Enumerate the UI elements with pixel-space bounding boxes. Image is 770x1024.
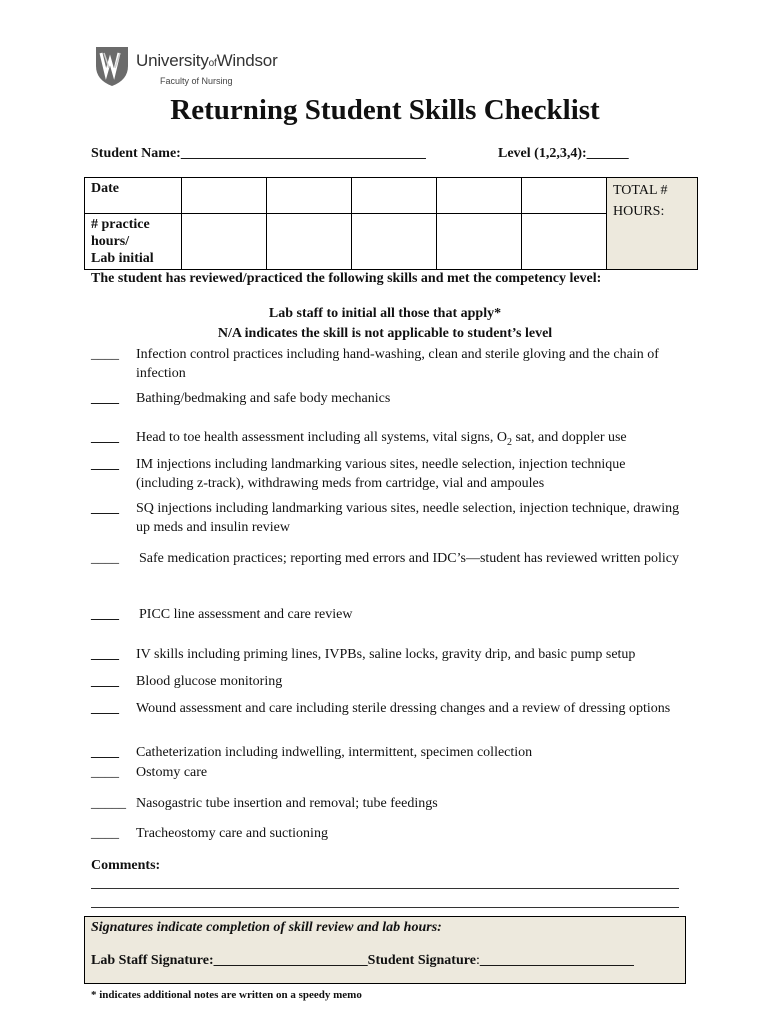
comments-line[interactable]	[91, 907, 679, 908]
skill-text: SQ injections including landmarking various sites, needle selection, injection technique, drawing up meds and insulin review	[136, 501, 680, 535]
level-field[interactable]: Level (1,2,3,4):______	[498, 146, 629, 161]
date-cell[interactable]	[437, 178, 522, 214]
page-title: Returning Student Skills Checklist	[170, 94, 600, 126]
date-cell[interactable]	[267, 178, 352, 214]
practice-hours-row-label	[85, 214, 182, 270]
footnote: * indicates additional notes are written on a speedy memo	[91, 989, 362, 1001]
initial-blank[interactable]: ____	[91, 745, 119, 760]
hours-cell[interactable]	[522, 214, 607, 270]
signature-box	[84, 916, 686, 984]
lab-staff-signature-label: Lab Staff Signature:	[91, 953, 214, 968]
instruction-na: N/A indicates the skill is not applicable to student’s level	[217, 326, 553, 341]
initial-blank[interactable]: _____	[91, 796, 126, 811]
row-label-line: Lab initial	[91, 251, 154, 266]
hours-table	[84, 177, 698, 270]
initial-blank[interactable]: ____	[91, 430, 119, 445]
date-cell[interactable]	[352, 178, 437, 214]
skill-text: IM injections including landmarking various sites, needle selection, injection technique (including z-track), withdrawing meds from cartridge, vial and ampoules	[136, 457, 626, 491]
hours-cell[interactable]	[267, 214, 352, 270]
signature-note: Signatures indicate completion of skill review and lab hours:	[91, 920, 442, 935]
skill-text: Safe medication practices; reporting med errors and IDC’s—student has reviewed written policy	[139, 551, 679, 566]
instruction-initial: Lab staff to initial all those that apply*	[268, 306, 502, 321]
skill-text: Nasogastric tube insertion and removal; tube feedings	[136, 796, 438, 811]
skill-text: PICC line assessment and care review	[139, 607, 353, 622]
date-cell[interactable]	[182, 178, 267, 214]
row-label-line: # practice	[91, 217, 150, 232]
date-row-label: Date	[85, 178, 182, 214]
student-name-field[interactable]: Student Name:___________________________________	[91, 146, 426, 161]
student-signature-field[interactable]: ______________________	[479, 953, 634, 968]
skill-text: Head to toe health assessment including all systems, vital signs, $O_2$ sat, and doppler use	[136, 430, 627, 448]
total-hours-cell[interactable]	[607, 178, 698, 270]
date-cell[interactable]	[522, 178, 607, 214]
comments-label: Comments:	[91, 858, 161, 873]
initial-blank[interactable]: ____	[91, 647, 119, 662]
lab-staff-signature-field[interactable]: ______________________	[213, 953, 368, 968]
comments-line[interactable]	[91, 888, 679, 889]
initial-blank[interactable]: ____	[91, 701, 119, 716]
student-signature-label: Student Signature	[367, 953, 476, 968]
initial-blank[interactable]: ____	[91, 607, 119, 622]
colon: :	[475, 953, 480, 968]
skill-text: IV skills including priming lines, IVPBs, saline locks, gravity drip, and basic pump setup	[136, 647, 636, 662]
hours-cell[interactable]	[437, 214, 522, 270]
initial-blank[interactable]: ____	[91, 551, 119, 566]
logo-subtitle: Faculty of Nursing	[160, 76, 233, 86]
signature-line	[91, 953, 634, 969]
skill-text: Wound assessment and care including sterile dressing changes and a review of dressing options	[136, 701, 671, 716]
skill-text: Catheterization including indwelling, intermittent, specimen collection	[136, 745, 533, 760]
initial-blank[interactable]: ____	[91, 674, 119, 689]
skill-text: Infection control practices including hand-washing, clean and sterile gloving and the chain of infection	[136, 347, 659, 381]
initial-blank[interactable]: ____	[91, 765, 119, 780]
skill-text: Tracheostomy care and suctioning	[136, 826, 328, 841]
competency-statement: The student has reviewed/practiced the following skills and met the competency level:	[91, 271, 602, 286]
skill-text: Blood glucose monitoring	[136, 674, 283, 689]
logo-wordmark: UniversityofWindsor	[136, 51, 278, 70]
shield-logo-icon	[93, 44, 131, 88]
total-hours-label-2: HOURS:	[613, 204, 665, 219]
initial-blank[interactable]: ____	[91, 391, 119, 406]
row-label-line: hours/	[91, 234, 130, 249]
skill-text: Bathing/bedmaking and safe body mechanics	[136, 391, 391, 406]
initial-blank[interactable]: ____	[91, 347, 119, 362]
initial-blank[interactable]: ____	[91, 501, 119, 516]
skill-text: Ostomy care	[136, 765, 208, 780]
total-hours-label: TOTAL #	[613, 183, 668, 198]
initial-blank[interactable]: ____	[91, 457, 119, 472]
hours-cell[interactable]	[352, 214, 437, 270]
initial-blank[interactable]: ____	[91, 826, 119, 841]
hours-cell[interactable]	[182, 214, 267, 270]
